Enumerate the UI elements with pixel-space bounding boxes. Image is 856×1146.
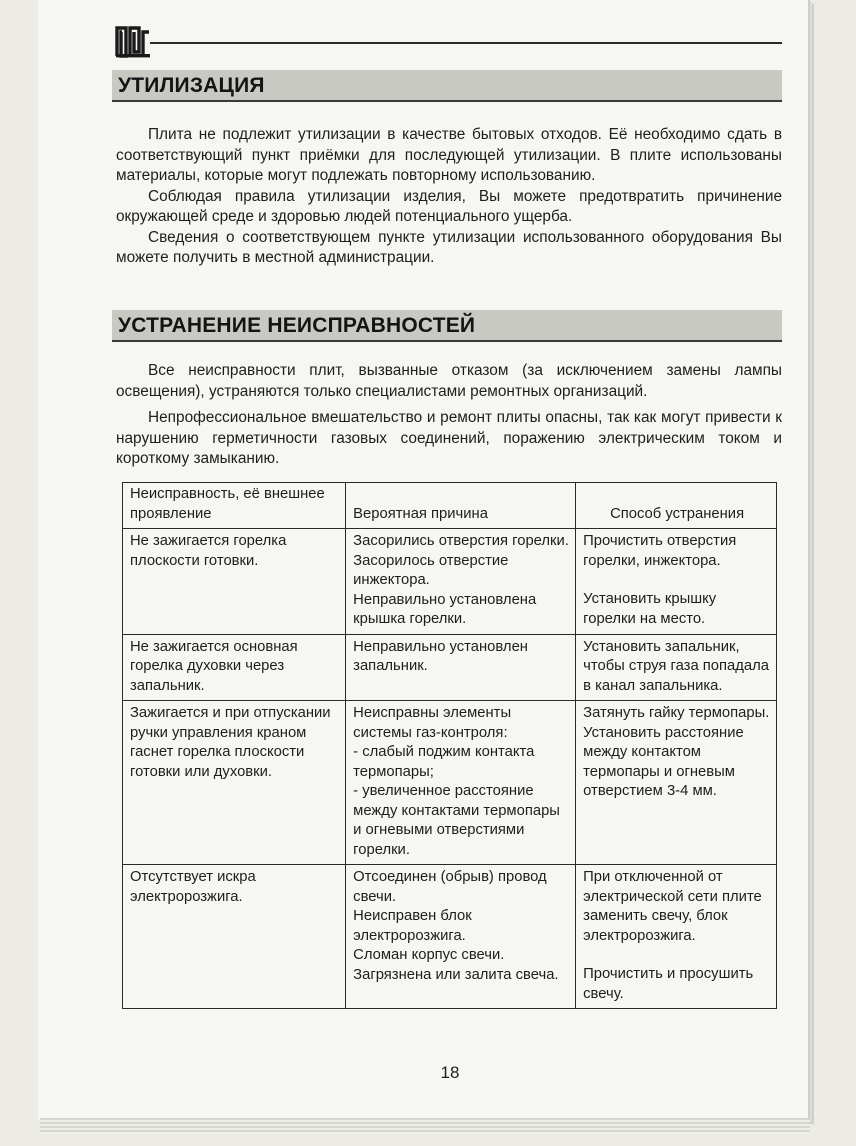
cause-line: Загрязнена или залита свеча. (353, 966, 559, 983)
header-rule (150, 42, 782, 44)
fault-cell: Зажигается и при отпускании ручки управления краном гаснет горелка плоскости готовки или духовки. (123, 701, 346, 865)
column-header-cause: Вероятная причина (346, 483, 576, 529)
cause-line: Неисправен блок электророзжига. (353, 908, 472, 944)
disposal-text (116, 125, 782, 269)
remedy-line: Затянуть гайку термопары. (583, 705, 770, 721)
remedy-cell (576, 634, 777, 701)
cause-line: Неправильно установлен запальник. (353, 638, 528, 674)
page-number: 18 (440, 1063, 460, 1082)
column-header-fault: Неисправность, её внешнее проявление (123, 483, 346, 529)
cause-line: Неисправны элементы системы газ-контроля: (353, 705, 512, 741)
fault-cell: Не зажигается основная горелка духовки через запальник. (123, 634, 346, 701)
brand-logo-icon (114, 23, 152, 59)
remedy-line: Прочистить и просушить свечу. (583, 966, 754, 1002)
troubleshooting-paragraph: Непрофессиональное вмешательство и ремонт плиты опасны, так как могут привести к нарушению герметичности газовых соединений, поражению электрическим током и короткому замыканию. (116, 409, 782, 467)
remedy-line: Прочистить отверстия горелки, инжектора. (583, 533, 737, 569)
cause-line: Засорились отверстия горелки. (353, 533, 569, 549)
cause-cell (346, 529, 576, 635)
cause-line: Засорилось отверстие инжектора. (353, 552, 509, 588)
cause-line: Сломан корпус свечи. (353, 947, 505, 963)
disposal-paragraph: Плита не подлежит утилизации в качестве бытовых отходов. Её необходимо сдать в соответствующий пункт приёмки для последующей утилизации. В плите использованы материалы, которые могут подлежать повторному использованию. (116, 126, 782, 184)
remedy-cell (576, 701, 777, 865)
disposal-paragraph: Соблюдая правила утилизации изделия, Вы можете предотвратить причинение окружающей среде и здоровью людей потенциального ущерба. (116, 187, 782, 225)
page-edge (40, 1118, 810, 1134)
table-row (123, 634, 777, 701)
cause-line: Неправильно установлена крышка горелки. (353, 591, 537, 627)
fault-cell: Не зажигается горелка плоскости готовки. (123, 529, 346, 635)
cause-line: - слабый поджим контакта термопары; (353, 744, 535, 780)
section-title-disposal: УТИЛИЗАЦИЯ (118, 74, 265, 97)
remedy-line: Установить расстояние между контактом термопары и огневым отверстием 3-4 мм. (583, 724, 744, 799)
cause-cell (346, 865, 576, 1009)
disposal-paragraph: Сведения о соответствующем пункте утилизации использованного оборудования Вы можете получить в местной администрации. (116, 228, 782, 266)
remedy-cell (576, 865, 777, 1009)
section-header-troubleshooting (112, 310, 782, 342)
cause-cell (346, 701, 576, 865)
troubleshooting-paragraph: Все неисправности плит, вызванные отказом (за исключением замены лампы освещения), устраняются только специалистами ремонтных организаций. (116, 362, 782, 400)
table-row (123, 529, 777, 635)
cause-cell (346, 634, 576, 701)
spacer (583, 571, 771, 590)
section-title-troubleshooting: УСТРАНЕНИЕ НЕИСПРАВНОСТЕЙ (118, 314, 476, 337)
troubleshooting-table (122, 482, 777, 1009)
remedy-line: Установить запальник, чтобы струя газа попадала в канал запальника. (583, 638, 769, 694)
remedy-line: Установить крышку горелки на место. (583, 591, 717, 627)
remedy-cell (576, 529, 777, 635)
column-header-remedy: Способ устранения (576, 483, 777, 529)
remedy-line: При отключенной от электрической сети плите заменить свечу, блок электророзжига. (583, 869, 762, 944)
cause-line: Отсоединен (обрыв) провод свечи. (353, 869, 547, 905)
cause-line: - увеличенное расстояние между контактами термопары и огневыми отверстиями горелки. (353, 783, 560, 858)
fault-cell: Отсутствует искра электророзжига. (123, 865, 346, 1009)
section-header-disposal (112, 70, 782, 102)
table-header-row (123, 483, 777, 529)
spacer (583, 946, 771, 965)
troubleshooting-text (116, 361, 782, 470)
table-row (123, 865, 777, 1009)
table-row (123, 701, 777, 865)
